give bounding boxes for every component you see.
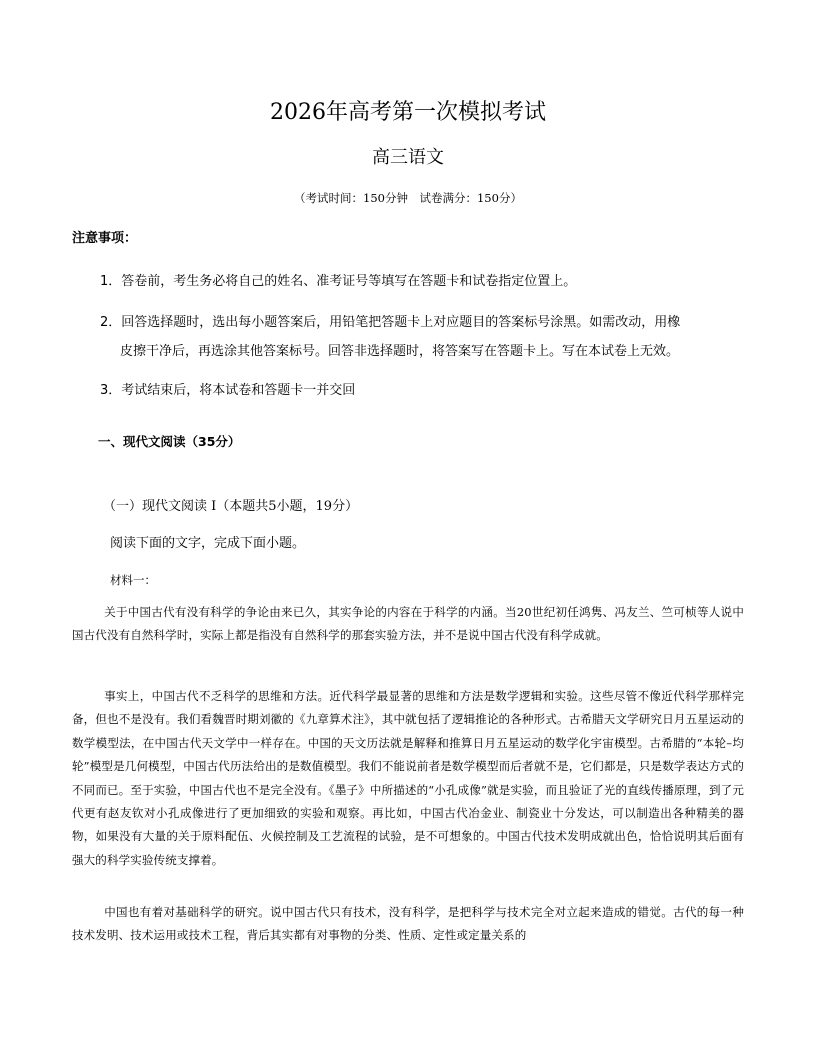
notice-item-text: 回答选择题时，选出每小题答案后，用铅笔把答题卡上对应题目的答案标号涂黑。如需改动，用橡: [121, 315, 681, 330]
reading-instruction: 阅读下面的文字，完成下面小题。: [110, 536, 306, 551]
passage-paragraph: 中国也有着对基础科学的研究。说中国古代只有技术，没有科学，是把科学与技术完全对立起来造成的错觉。古代的每一种技术发明、技术运用或技术工程，背后其实都有对事物的分类、性质、定性或定量关系的: [72, 905, 744, 943]
notice-heading: 注意事项：: [72, 231, 138, 246]
notice-item: [100, 267, 760, 296]
passage-paragraph: 事实上，中国古代不乏科学的思维和方法。近代科学最显著的思维和方法是数学逻辑和实验。这些尽管不像近代科学那样完备，但也不是没有。我们看魏晋时期刘徽的《九章算术注》，其中就包括了逻辑推论的各种形式。古希腊天文学研究日月五星运动的数学模型法，在中国古代天文学中一样存在。中国的天文历法就是解释和推算日月五星运动的数学化宇宙模型。古希腊的“本轮–均轮”模型是几何模型，中国古代历法给出的是数值模型。我们不能说前者是数学模型而后者就不是，它们都是，只是数学表达方式的不同而已。至于实验，中国古代也不是完全没有。《墨子》中所描述的“小孔成像”就是实验，而且验证了光的直线传播原理，到了元代更有赵友钦对小孔成像进行了更加细致的实验和观察。再比如，中国古代冶金业、制瓷业十分发达，可以制造出各种精美的器物，如果没有大量的关于原料配伍、火候控制及工艺流程的试验，是不可想象的。中国古代技术发明成就出色，恰恰说明其后面有强大的科学实验传统支撑着。: [72, 689, 744, 867]
notice-item-number: 3．: [100, 383, 122, 398]
notice-item: [100, 376, 760, 405]
exam-title: 2026年高考第一次模拟考试: [270, 100, 546, 125]
exam-time-info: （考试时间：150分钟 试卷满分：150分）: [294, 191, 522, 205]
section-heading: 一、现代文阅读（35分）: [98, 434, 241, 449]
passage-paragraph: 关于中国古代有没有科学的争论由来已久，其实争论的内容在于科学的内涵。当20世纪初任鸿隽、冯友兰、竺可桢等人说中国古代没有自然科学时，实际上都是指没有自然科学的那套实验方法，并不是说中国古代没有科学成就。: [72, 605, 744, 643]
exam-subject: 高三语文: [372, 147, 444, 168]
notice-item-text: 答卷前，考生务必将自己的姓名、准考证号等填写在答题卡和试卷指定位置上。: [121, 274, 577, 289]
notice-item-number: 2．: [100, 315, 122, 330]
notice-item: [100, 308, 760, 366]
notice-item-text-continued: 皮擦干净后，再选涂其他答案标号。回答非选择题时，将答案写在答题卡上。写在本试卷上无效。: [120, 344, 680, 359]
notice-item-number: 1．: [100, 274, 122, 289]
material-label: 材料一：: [110, 573, 156, 587]
subsection-heading: （一）现代文阅读 I（本题共5小题，19分）: [103, 499, 359, 514]
notice-item-text: 考试结束后，将本试卷和答题卡一并交回: [121, 383, 356, 398]
